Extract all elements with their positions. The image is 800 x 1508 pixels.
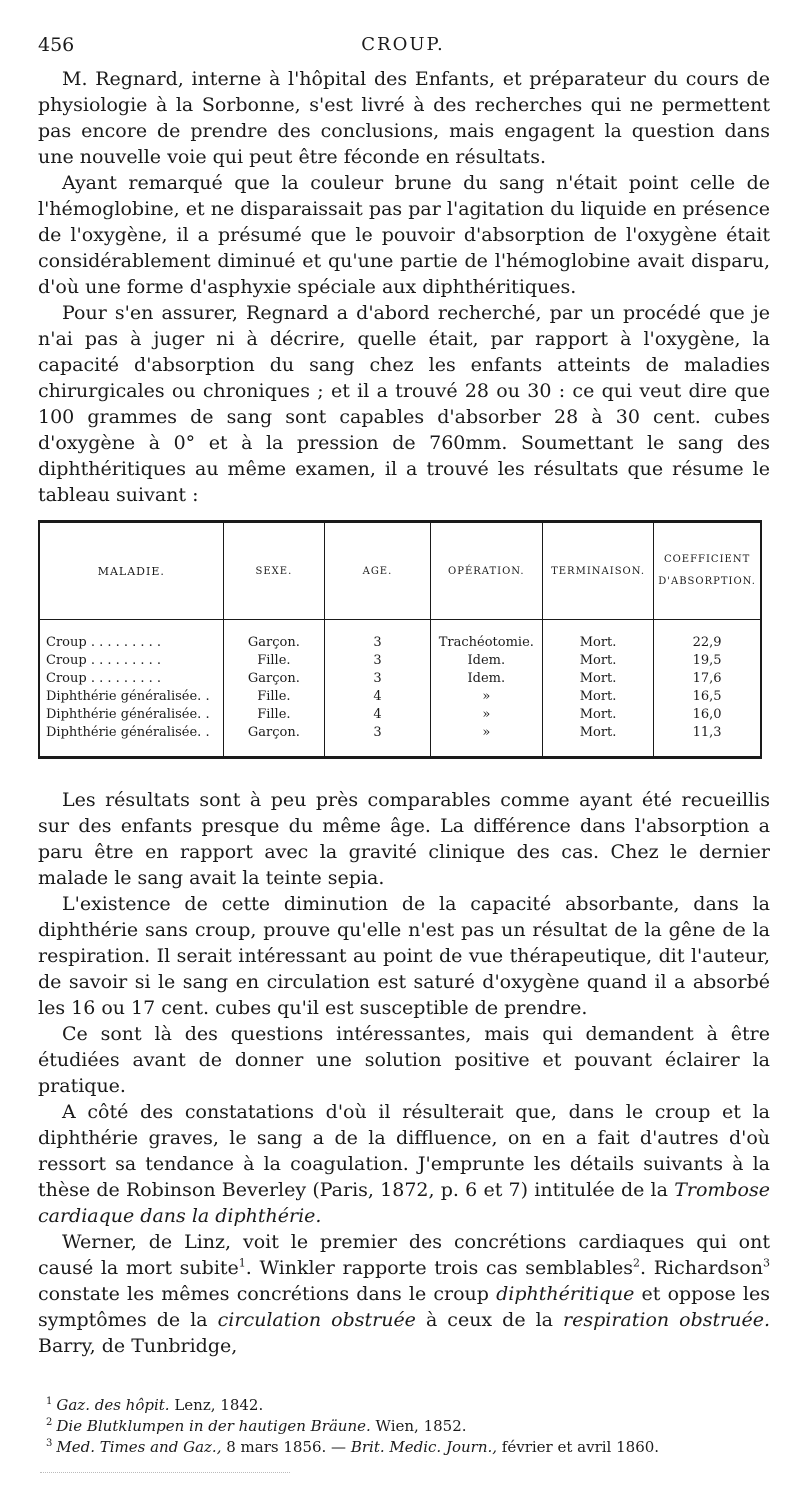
cell-operation: Trachéotomie. <box>430 634 542 652</box>
cell-coefficient: 19,5 <box>654 652 761 670</box>
footnote-mark: 3 <box>46 1438 53 1449</box>
footnote-source-2: Brit. Medic. Journ., <box>346 1438 498 1456</box>
thesis-title: Trombose cardiaque dans la diphthérie. <box>38 1179 770 1227</box>
cell-coefficient: 16,0 <box>654 706 761 724</box>
body-text-top <box>38 66 770 508</box>
paragraph-7 <box>38 1099 770 1229</box>
p8-text-3: . Richardson <box>640 1257 763 1279</box>
cell-terminaison: Mort. <box>542 670 653 688</box>
footnote-source: Med. Times and Gaz., <box>56 1438 222 1456</box>
cell-maladie: Diphthérie généralisée. . <box>39 724 223 742</box>
paragraph-4: Les résultats sont à peu près comparables comme ayant été recueillis sur des enfants presque du même âge. La différence dans l'absorption a paru être en rapport avec la gravité clinique des cas. Chez le dernier malade le sang avait la teinte sepia. <box>38 789 770 889</box>
footnote-rest: 8 mars 1856. — <box>221 1438 347 1456</box>
footnote-rest-2: février et avril 1860. <box>497 1438 660 1456</box>
footnote-ref-1: 1 <box>238 1256 246 1270</box>
footnote-mark: 2 <box>46 1417 53 1428</box>
table-row <box>39 688 761 706</box>
paragraph-2: Ayant remarqué que la couleur brune du sang n'était point celle de l'hémoglobine, et ne disparaissait pas par l'agitation du liquide en présence de l'oxygène, il a présumé que le pouvoir d'absorption de l'oxygène était considérablement diminué et qu'une partie de l'hémoglobine avait disparu, d'où une forme d'asphyxie spéciale aux diphthéritiques. <box>38 172 770 298</box>
faint-rule <box>40 1472 290 1473</box>
col-header-maladie: MALADIE. <box>39 522 223 620</box>
paragraph-8 <box>38 1229 770 1359</box>
body-text-bottom <box>38 787 770 1359</box>
p8-text-2: . Winkler rapporte trois cas semblables <box>245 1257 634 1279</box>
cell-terminaison: Mort. <box>542 634 653 652</box>
cell-sexe: Fille. <box>223 688 325 706</box>
p8-text-6: à ceux de la <box>415 1309 553 1331</box>
footnote-rest: Wien, 1852. <box>370 1417 467 1435</box>
table-row <box>39 670 761 688</box>
table-row <box>39 724 761 742</box>
footnote-3 <box>46 1437 770 1458</box>
paragraph-5: L'existence de cette diminution de la capacité absorbante, dans la diphthérie sans croup, prouve qu'elle n'est pas un résultat de la gêne de la respiration. Il serait intéressant au point de vue thérapeutique, dit l'auteur, de savoir si le sang en circulation est saturé d'oxygène quand il a absorbé les 16 ou 17 cent. cubes qu'il est susceptible de prendre. <box>38 893 770 1019</box>
cell-age: 4 <box>325 706 431 724</box>
cell-operation: » <box>430 706 542 724</box>
absorption-table <box>38 520 762 759</box>
col-header-coefficient: COEFFICIENT D'ABSORPTION. <box>654 522 761 620</box>
p8-italic-3: respiration obstruée. <box>563 1309 771 1331</box>
cell-operation: Idem. <box>430 670 542 688</box>
p8-italic-1: diphthéritique <box>496 1283 635 1305</box>
footnote-source: Die Blutklumpen in der hautigen Bräune. <box>56 1417 371 1435</box>
cell-terminaison: Mort. <box>542 652 653 670</box>
col-header-age: AGE. <box>325 522 431 620</box>
absorption-table-wrap <box>38 520 762 762</box>
p8-italic-2: circulation obstruée <box>217 1309 416 1331</box>
cell-terminaison: Mort. <box>542 706 653 724</box>
cell-age: 4 <box>325 688 431 706</box>
running-head <box>38 34 768 58</box>
p8-text-7: Barry, de Tunbridge, <box>38 1335 238 1357</box>
cell-age: 3 <box>325 670 431 688</box>
cell-sexe: Fille. <box>223 706 325 724</box>
table-row <box>39 706 761 724</box>
table-end-row <box>39 742 761 758</box>
cell-age: 3 <box>325 724 431 742</box>
paragraph-7-text: A côté des constatations d'où il résulterait que, dans le croup et la diphthérie graves, le sang a de la diffluence, on en a fait d'autres d'où ressort sa tendance à la coagulation. J'emprunte les détails suivants à la thèse de Robinson Beverley (Paris, 1872, p. 6 et 7) intitulée de la <box>38 1101 770 1201</box>
cell-age: 3 <box>325 634 431 652</box>
cell-maladie: Croup . . . . . . . . . <box>39 634 223 652</box>
paragraph-1: M. Regnard, interne à l'hôpital des Enfants, et préparateur du cours de physiologie à la Sorbonne, s'est livré à des recherches qui ne permettent pas encore de prendre des conclusions, mais engagent la question dans une nouvelle voie qui peut être féconde en résultats. <box>38 68 770 168</box>
cell-sexe: Garçon. <box>223 670 325 688</box>
col-header-operation: OPÉRATION. <box>430 522 542 620</box>
table-row <box>39 652 761 670</box>
col-header-sexe: SEXE. <box>223 522 325 620</box>
cell-sexe: Garçon. <box>223 724 325 742</box>
cell-maladie: Diphthérie généralisée. . <box>39 688 223 706</box>
cell-operation: » <box>430 688 542 706</box>
footnote-source: Gaz. des hôpit. <box>56 1396 170 1414</box>
table-row <box>39 634 761 652</box>
p8-text-5: et oppose les symptômes de la <box>38 1283 770 1331</box>
col-header-terminaison: TERMINAISON. <box>542 522 653 620</box>
page-number: 456 <box>38 34 75 56</box>
footnote-1 <box>46 1395 770 1416</box>
cell-terminaison: Mort. <box>542 688 653 706</box>
cell-coefficient: 11,3 <box>654 724 761 742</box>
p8-text-1: Werner, de Linz, voit le premier des concrétions cardiaques qui ont causé la mort subite <box>38 1231 770 1279</box>
table-spacer-row <box>39 620 761 635</box>
paragraph-3: Pour s'en assurer, Regnard a d'abord recherché, par un procédé que je n'ai pas à juger ni à décrire, quelle était, par rapport à l'oxygène, la capacité d'absorption du sang chez les enfants atteints de maladies chirurgicales ou chroniques ; et il a trouvé 28 ou 30 : ce qui veut dire que 100 grammes de sang sont capables d'absorber 28 à 30 cent. cubes d'oxygène à 0° et à la pression de 760mm. Soumettant le sang des diphthéritiques au même examen, il a trouvé les résultats que résume le tableau suivant : <box>38 302 770 506</box>
cell-coefficient: 17,6 <box>654 670 761 688</box>
running-title: CROUP. <box>361 34 445 55</box>
cell-operation: Idem. <box>430 652 542 670</box>
cell-age: 3 <box>325 652 431 670</box>
p8-text-4: constate les mêmes concrétions dans le croup <box>38 1283 489 1305</box>
cell-maladie: Croup . . . . . . . . . <box>39 670 223 688</box>
table-header-row <box>39 522 761 620</box>
footnotes <box>46 1395 770 1458</box>
cell-coefficient: 22,9 <box>654 634 761 652</box>
footnote-ref-3: 3 <box>762 1256 770 1270</box>
cell-maladie: Diphthérie généralisée. . <box>39 706 223 724</box>
footnote-2 <box>46 1416 770 1437</box>
cell-coefficient: 16,5 <box>654 688 761 706</box>
paragraph-6: Ce sont là des questions intéressantes, mais qui demandent à être étudiées avant de donner une solution positive et pouvant éclairer la pratique. <box>38 1023 770 1097</box>
cell-sexe: Garçon. <box>223 634 325 652</box>
cell-sexe: Fille. <box>223 652 325 670</box>
footnote-mark: 1 <box>46 1396 53 1407</box>
footnote-ref-2: 2 <box>633 1256 641 1270</box>
cell-maladie: Croup . . . . . . . . . <box>39 652 223 670</box>
footnote-rest: Lenz, 1842. <box>169 1396 264 1414</box>
cell-terminaison: Mort. <box>542 724 653 742</box>
cell-operation: » <box>430 724 542 742</box>
